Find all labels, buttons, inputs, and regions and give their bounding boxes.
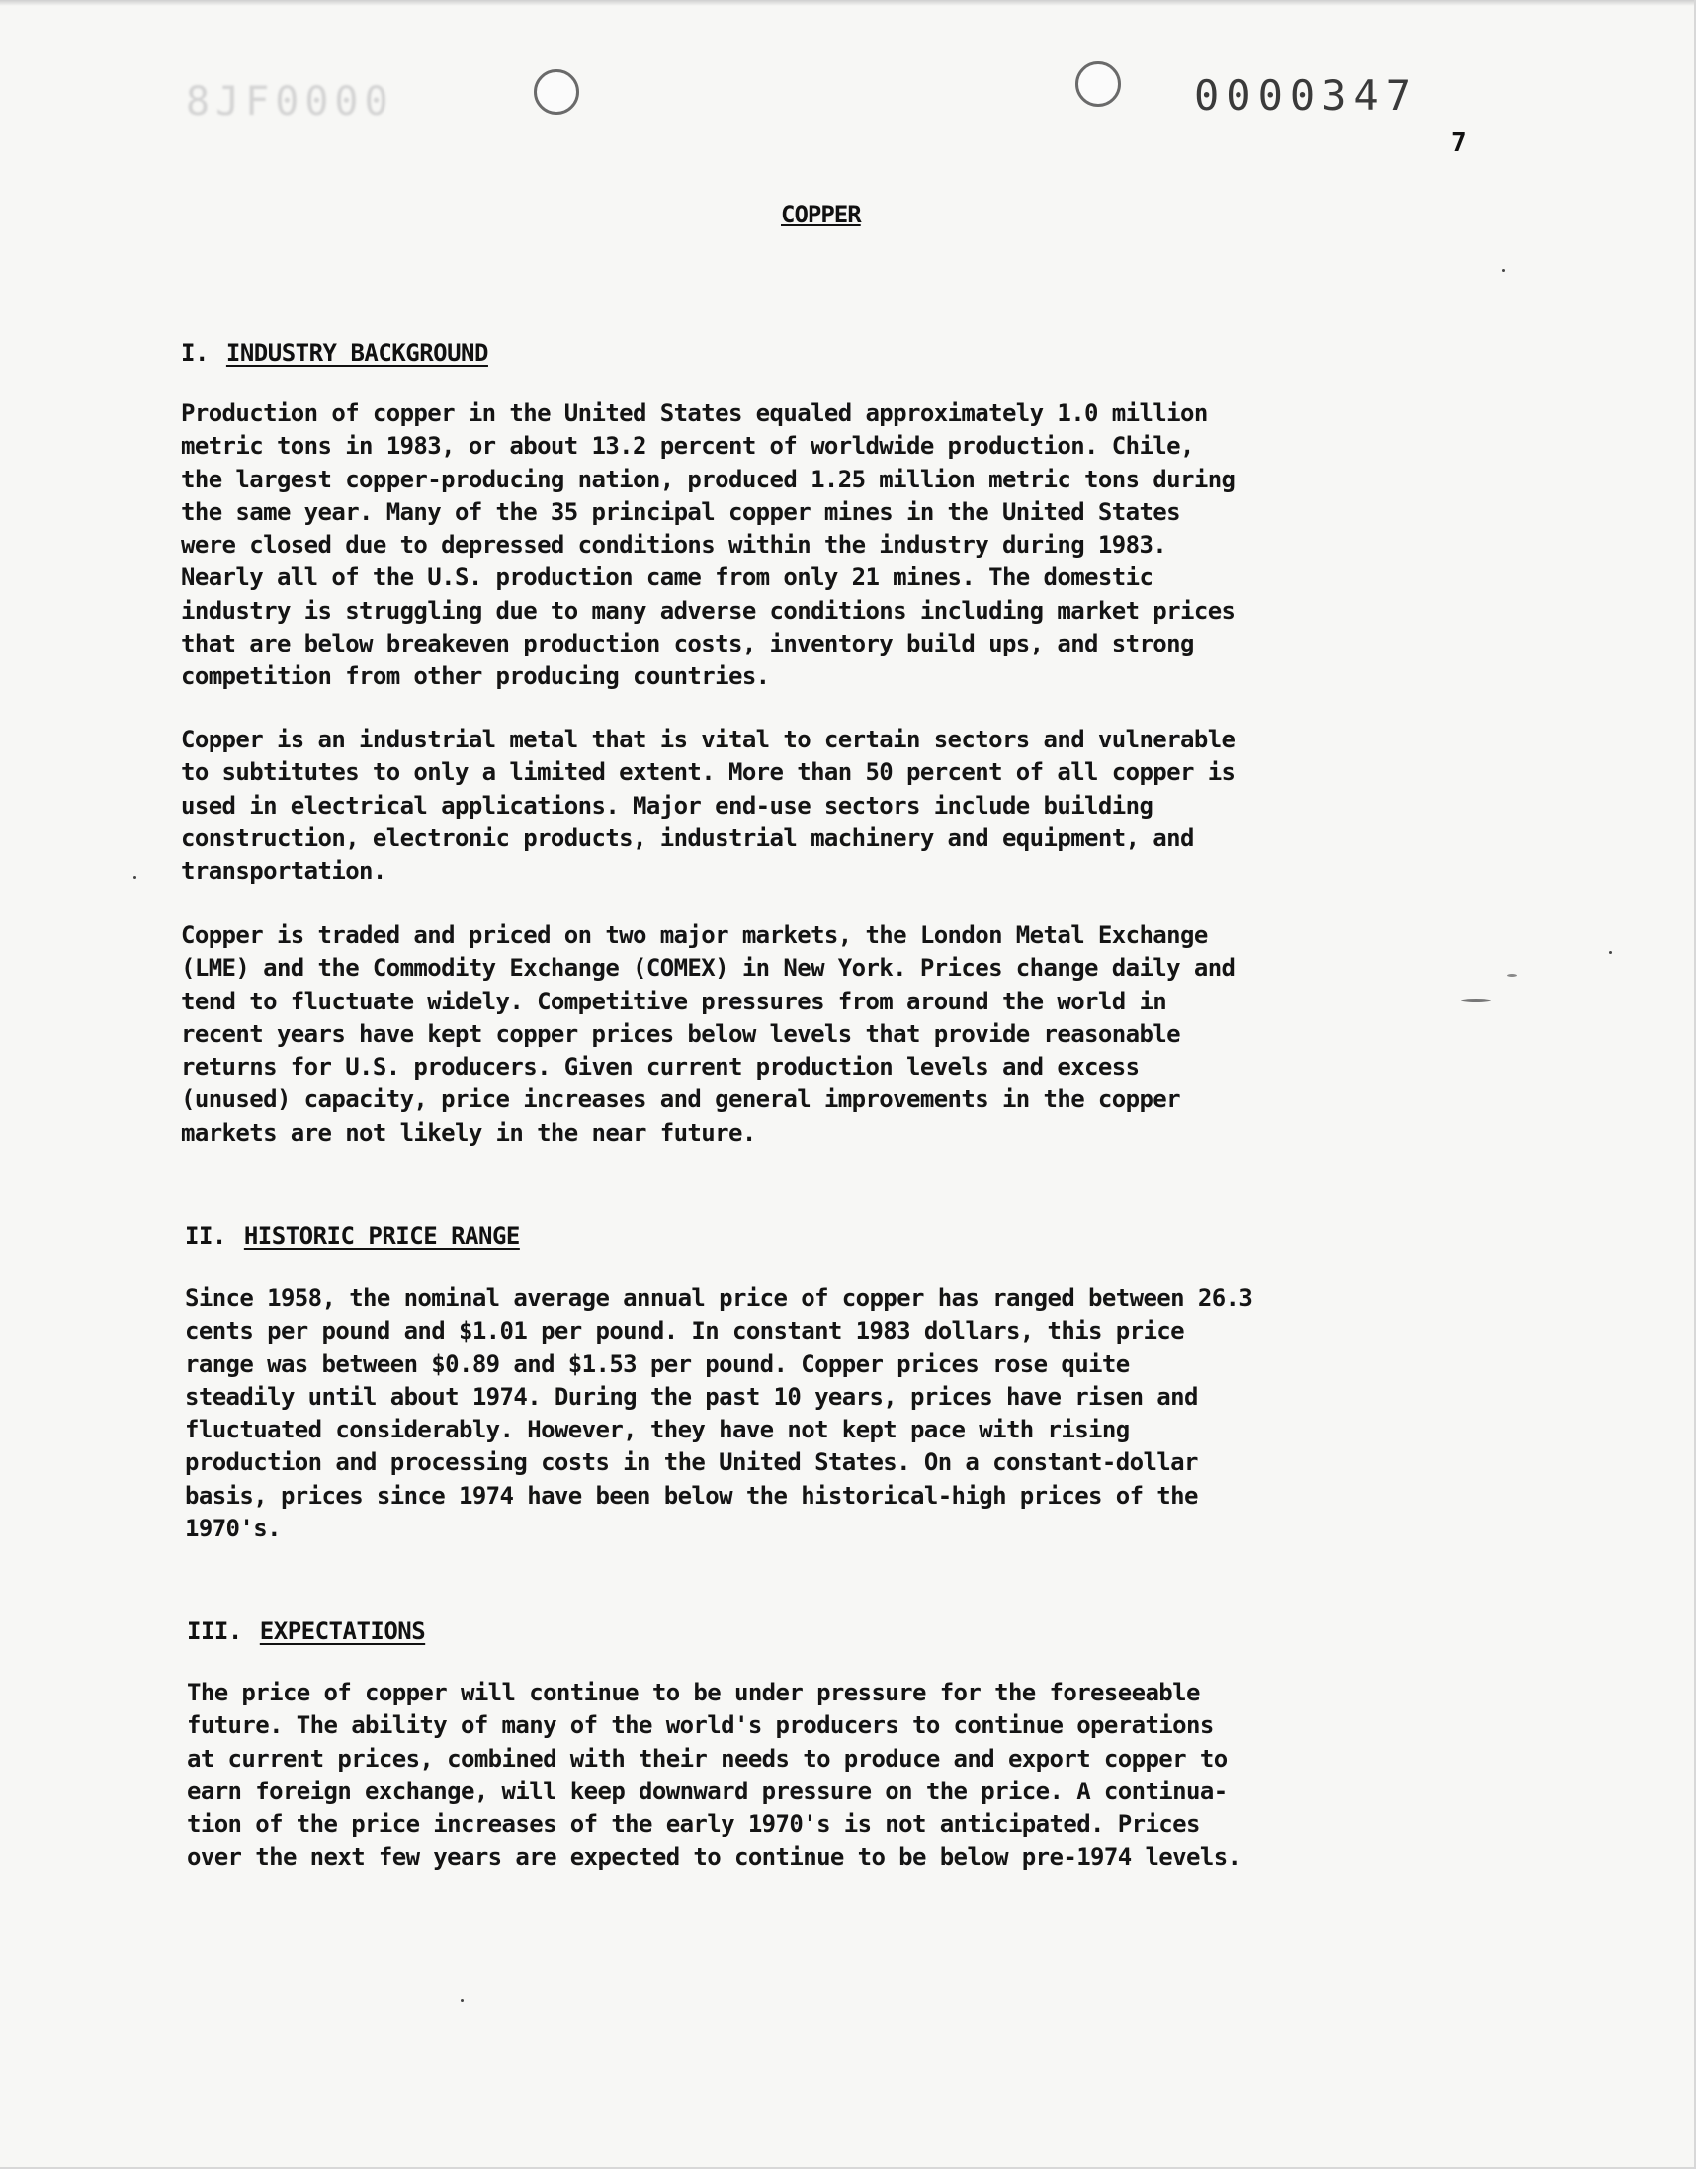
paragraph-historic-price bbox=[185, 1282, 1490, 1545]
text-line: production and processing costs in the United States. On a constant-dollar bbox=[185, 1448, 1198, 1477]
document-title: COPPER bbox=[781, 201, 861, 228]
paragraph-industry-markets bbox=[181, 919, 1486, 1150]
punch-hole-right bbox=[1075, 61, 1121, 107]
text-line: metric tons in 1983, or about 13.2 percent of worldwide production. Chile, bbox=[181, 432, 1194, 461]
text-line: earn foreign exchange, will keep downward pressure on the price. A continua- bbox=[187, 1777, 1228, 1805]
text-line: range was between $0.89 and $1.53 per pound. Copper prices rose quite bbox=[185, 1349, 1130, 1378]
section-heading-expectations bbox=[187, 1617, 425, 1645]
paragraph-industry-production bbox=[181, 397, 1486, 694]
text-line: transportation. bbox=[181, 857, 386, 886]
text-line: steadily until about 1974. During the past 10 years, prices have risen and bbox=[185, 1382, 1198, 1411]
text-line: The price of copper will continue to be under pressure for the foreseeable bbox=[187, 1679, 1200, 1706]
text-line: used in electrical applications. Major end-use sectors include building bbox=[181, 791, 1153, 820]
scan-speck bbox=[1507, 974, 1517, 977]
section-number: II. bbox=[185, 1222, 226, 1250]
scan-speck bbox=[133, 876, 136, 879]
paragraph-expectations bbox=[187, 1677, 1492, 1874]
text-line: industry is struggling due to many adverse conditions including market prices bbox=[181, 596, 1236, 625]
section-number: I. bbox=[181, 339, 209, 367]
text-line: competition from other producing countries. bbox=[181, 662, 770, 691]
text-line: fluctuated considerably. However, they have not kept pace with rising bbox=[185, 1416, 1130, 1444]
section-heading-historic-price-range bbox=[185, 1222, 520, 1250]
faded-stamp-number: 8JF0000 bbox=[186, 79, 394, 125]
text-line: tion of the price increases of the early 1970's is not anticipated. Prices bbox=[187, 1810, 1200, 1839]
text-line: the largest copper-producing nation, produced 1.25 million metric tons during bbox=[181, 465, 1236, 493]
text-line: recent years have kept copper prices below levels that provide reasonable bbox=[181, 1019, 1180, 1048]
text-line: tend to fluctuate widely. Competitive pressures from around the world in bbox=[181, 987, 1167, 1015]
text-line: cents per pound and $1.01 per pound. In constant 1983 dollars, this price bbox=[185, 1317, 1184, 1346]
page-number: 7 bbox=[1451, 129, 1467, 158]
text-line: returns for U.S. producers. Given current production levels and excess bbox=[181, 1053, 1140, 1082]
text-line: basis, prices since 1974 have been below the historical-high prices of the bbox=[185, 1481, 1198, 1510]
section-title: INDUSTRY BACKGROUND bbox=[225, 339, 488, 367]
text-line: 1970's. bbox=[185, 1515, 281, 1543]
text-line: Copper is traded and priced on two major markets, the London Metal Exchange bbox=[181, 921, 1208, 949]
text-line: Since 1958, the nominal average annual price of copper has ranged between 26.3 bbox=[185, 1284, 1253, 1312]
section-heading-industry-background bbox=[181, 339, 488, 367]
text-line: over the next few years are expected to continue to be below pre-1974 levels. bbox=[187, 1843, 1241, 1871]
page-top-edge bbox=[0, 0, 1694, 6]
text-line: construction, electronic products, industrial machinery and equipment, and bbox=[181, 824, 1194, 852]
text-line: markets are not likely in the near future. bbox=[181, 1118, 756, 1147]
text-line: future. The ability of many of the world's producers to continue operations bbox=[187, 1711, 1214, 1740]
text-line: Nearly all of the U.S. production came from only 21 mines. The domestic bbox=[181, 564, 1153, 592]
scan-speck bbox=[1609, 951, 1612, 954]
scan-speck bbox=[461, 1999, 464, 2002]
text-line: (LME) and the Commodity Exchange (COMEX) in New York. Prices change daily and bbox=[181, 954, 1236, 983]
text-line: that are below breakeven production costs, inventory build ups, and strong bbox=[181, 630, 1194, 658]
paragraph-industry-uses bbox=[181, 724, 1486, 888]
text-line: to subtitutes to only a limited extent. More than 50 percent of all copper is bbox=[181, 758, 1236, 787]
text-line: were closed due to depressed conditions within the industry during 1983. bbox=[181, 531, 1167, 560]
text-line: (unused) capacity, price increases and general improvements in the copper bbox=[181, 1086, 1180, 1114]
section-number: III. bbox=[187, 1617, 242, 1645]
punch-hole-left bbox=[534, 69, 579, 115]
document-stamp-number: 0000347 bbox=[1194, 71, 1418, 120]
text-line: the same year. Many of the 35 principal copper mines in the United States bbox=[181, 497, 1180, 526]
scan-speck bbox=[1461, 999, 1491, 1002]
scan-speck bbox=[1502, 269, 1505, 272]
text-line: Production of copper in the United States equaled approximately 1.0 million bbox=[181, 399, 1208, 427]
section-title: HISTORIC PRICE RANGE bbox=[243, 1222, 520, 1250]
section-title: EXPECTATIONS bbox=[259, 1617, 426, 1645]
text-line: Copper is an industrial metal that is vital to certain sectors and vulnerable bbox=[181, 726, 1236, 753]
text-line: at current prices, combined with their needs to produce and export copper to bbox=[187, 1744, 1228, 1773]
